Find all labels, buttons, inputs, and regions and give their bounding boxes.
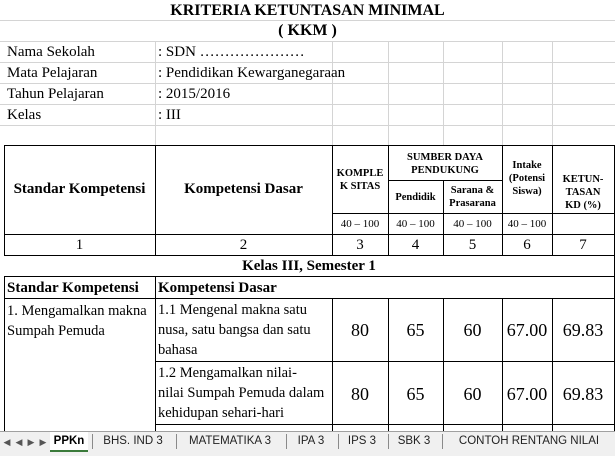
next-sheet-icon[interactable]: ▶: [27, 437, 35, 447]
sheet-subtitle: ( KKM ): [278, 22, 337, 39]
info-label-school: Nama Sekolah: [7, 44, 95, 60]
subheader-kompetensi: Kompetensi Dasar: [158, 280, 277, 296]
last-sheet-icon[interactable]: ▶: [39, 437, 47, 447]
info-value-year: : 2015/2016: [158, 86, 231, 102]
row-2-intake: 67.00: [506, 384, 548, 404]
tab-contoh-rentang-nilai[interactable]: CONTOH RENTANG NILAI: [458, 435, 600, 447]
info-value-subject: : Pendidikan Kewarganegaraan: [158, 65, 346, 81]
header-ketuntasan: KETUN- TASAN KD (%): [562, 174, 604, 211]
prev-sheet-icon[interactable]: ◀: [15, 437, 23, 447]
info-value-class: : III: [158, 107, 181, 123]
row-2-ketuntasan: 69.83: [562, 384, 604, 404]
tab-ipa-3[interactable]: IPA 3: [297, 435, 325, 447]
info-label-year: Tahun Pelajaran: [7, 86, 104, 102]
standar-kompetensi-cell: 1. Mengamalkan makna Sumpah Pemuda: [7, 303, 147, 339]
row-2-pendidik: 65: [406, 384, 425, 404]
subheader-standar: Standar Kompetensi: [7, 280, 139, 296]
sheet-tab-bar: [0, 431, 615, 456]
column-number-3: 3: [356, 237, 364, 253]
header-standar-kompetensi: Standar Kompetensi: [13, 181, 146, 197]
header-sumber-daya: SUMBER DAYA PENDUKUNG: [407, 152, 483, 176]
tab-matematika-3[interactable]: MATEMATIKA 3: [188, 435, 271, 447]
row-1-ketuntasan: 69.83: [562, 320, 604, 340]
column-number-4: 4: [411, 237, 420, 253]
column-number-2: 2: [239, 237, 248, 253]
range-sarana: 40 – 100: [453, 218, 492, 230]
row-1-sarana: 60: [463, 320, 482, 340]
range-kompleksitas: 40 – 100: [340, 218, 380, 230]
header-intake: Intake (Potensi Siswa): [508, 160, 546, 197]
column-number-1: 1: [75, 237, 84, 253]
info-label-subject: Mata Pelajaran: [7, 65, 98, 81]
header-pendidik: Pendidik: [395, 192, 436, 203]
sheet-title: KRITERIA KETUNTASAN MINIMAL: [170, 2, 445, 19]
tab-ppkn[interactable]: PPKn: [50, 432, 88, 452]
row-2-kompleksitas: 80: [351, 384, 369, 404]
tab-bhs-ind-3[interactable]: BHS. IND 3: [103, 435, 163, 447]
row-2-sarana: 60: [463, 384, 482, 404]
header-kompetensi-dasar: Kompetensi Dasar: [184, 181, 303, 197]
range-pendidik: 40 – 100: [396, 218, 435, 230]
header-sarana: Sarana & Prasarana: [449, 185, 496, 209]
first-sheet-icon[interactable]: ◀: [3, 437, 11, 447]
header-kompleksitas: KOMPLE K SITAS: [336, 168, 384, 192]
column-number-5: 5: [468, 237, 477, 253]
row-1-intake: 67.00: [506, 320, 548, 340]
section-title: Kelas III, Semester 1: [242, 258, 376, 274]
column-number-7: 7: [579, 237, 587, 253]
tab-sbk-3[interactable]: SBK 3: [397, 435, 431, 447]
info-label-class: Kelas: [7, 107, 42, 123]
tab-ips-3[interactable]: IPS 3: [347, 435, 377, 447]
column-number-6: 6: [523, 237, 531, 253]
row-1-pendidik: 65: [406, 320, 425, 340]
info-value-school: : SDN …………………: [158, 44, 305, 60]
kd-row-2: 1.2 Mengamalkan nilai- nilai Sumpah Pemuda dalam kehidupan sehari-hari: [158, 365, 325, 421]
range-intake: 40 – 100: [507, 218, 547, 230]
row-1-kompleksitas: 80: [351, 320, 369, 340]
kd-row-1: 1.1 Mengenal makna satu nusa, satu bangsa dan satu bahasa: [158, 302, 311, 358]
